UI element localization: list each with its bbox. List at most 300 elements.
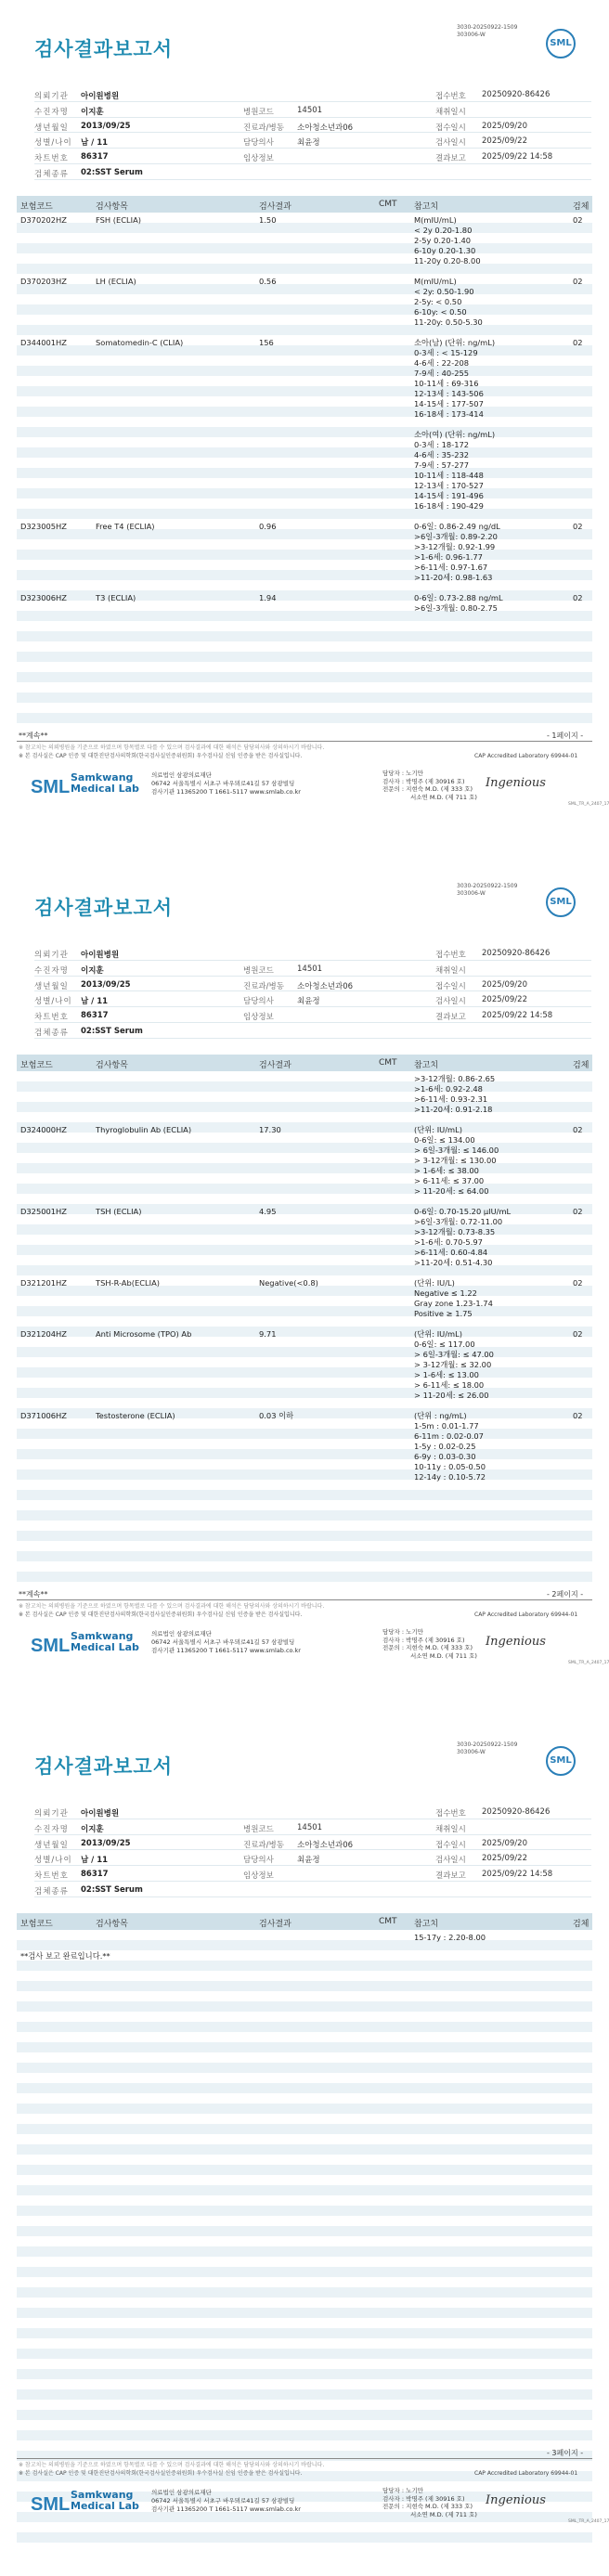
info-row — [34, 1882, 591, 1897]
footer-institution-line: 검사기관 11365200 T 1661-5117 www.smlab.co.kr — [151, 1647, 301, 1654]
table-stripe — [17, 2246, 592, 2257]
info-label-test-date: 검사일시 — [435, 1856, 466, 1866]
document-number-line: 303006-W — [457, 32, 486, 38]
table-stripe — [17, 1429, 592, 1439]
column-header: CMT — [379, 1917, 397, 1926]
info-value-receipt-date: 2025/09/20 — [482, 979, 527, 990]
info-value-institution: 아이원병원 — [81, 951, 120, 960]
specimen-code: 02 — [573, 338, 583, 347]
info-value-doctor: 최윤정 — [297, 138, 320, 149]
info-row — [34, 991, 591, 1007]
info-label-doctor: 담당의사 — [243, 138, 274, 149]
info-label-dept-ward: 진료과/병동 — [243, 1840, 284, 1850]
reference-range-line: 6-10y 0.20-1.30 — [414, 246, 476, 255]
svg-text:SML: SML — [31, 777, 71, 797]
column-header: 참고치 — [414, 1061, 439, 1070]
table-stripe — [17, 2001, 592, 2012]
info-row — [34, 118, 591, 134]
test-code: D321201HZ — [20, 1278, 67, 1288]
page-number: - 1페이지 - — [547, 731, 584, 740]
table-stripe — [17, 2104, 592, 2114]
reference-range-line: >11-20세: 0.51-4.30 — [414, 1258, 493, 1267]
info-value-test-date: 2025/09/22 — [482, 136, 527, 147]
table-stripe — [17, 325, 592, 335]
table-stripe — [17, 366, 592, 376]
footer-signer-line: 검사자 : 박명주 (제 30916 호) — [382, 2494, 465, 2503]
info-label-birth: 생년월일 — [34, 1840, 69, 1850]
info-label-chart-no: 차트번호 — [34, 154, 69, 164]
info-value-examinee: 이지훈 — [81, 107, 104, 117]
table-stripe — [17, 2042, 592, 2052]
footer-signer-line: 서소연 M.D. (제 711 호) — [410, 1651, 477, 1660]
test-result: 9.71 — [259, 1329, 277, 1339]
reference-range-line: 12-13세 : 170-527 — [414, 481, 484, 490]
info-label-chart-no: 차트번호 — [34, 1013, 69, 1023]
info-value-receipt-no: 20250920-86426 — [482, 90, 551, 99]
table-stripe — [17, 1531, 592, 1541]
info-value-receipt-date: 2025/09/20 — [482, 1838, 527, 1848]
info-label-sex-age: 성별/나이 — [34, 997, 72, 1007]
reference-range-line: 10-11y : 0.05-0.50 — [414, 1462, 486, 1471]
table-stripe — [17, 2512, 592, 2522]
test-code: D370202HZ — [20, 215, 67, 225]
reference-range-line: > 3-12개월: ≤ 130.00 — [414, 1156, 497, 1165]
footer-note: ※ 참고치는 의뢰병원을 기준으로 하였으며 항목별로 다를 수 있으며 검사결과에 대한 해석은 담당의사와 상의하시기 바랍니다. — [19, 1603, 325, 1610]
info-value-hospital-code: 14501 — [297, 105, 323, 115]
info-label-test-date: 검사일시 — [435, 138, 466, 149]
reference-range-line: 1-5y : 0.02-0.25 — [414, 1442, 476, 1451]
info-value-doctor: 최윤정 — [297, 1856, 320, 1866]
footer-signer-line: 검사자 : 박명주 (제 30916 호) — [382, 777, 465, 785]
table-stripe — [17, 672, 592, 682]
info-value-test-date: 2025/09/22 — [482, 1854, 527, 1864]
footer-signer-line: 담당자 : 노기만 — [382, 770, 423, 777]
column-header: 검사결과 — [259, 1920, 292, 1929]
table-stripe — [17, 1551, 592, 1561]
table-stripe — [17, 1081, 592, 1092]
reference-range-line: 12-13세 : 143-506 — [414, 389, 484, 398]
footer-note: ※ 참고치는 의뢰병원을 기준으로 하였으며 항목별로 다를 수 있으며 검사결과에 대한 해석은 담당의사와 상의하시기 바랍니다. — [19, 744, 325, 751]
table-stripe — [17, 570, 592, 580]
footer-notes — [19, 744, 324, 760]
info-row — [34, 1866, 591, 1882]
info-value-birth: 2013/09/25 — [81, 1838, 131, 1848]
test-item: LH (ECLIA) — [96, 277, 136, 286]
table-stripe — [17, 1981, 592, 1991]
info-value-chart-no: 86317 — [81, 1870, 109, 1880]
footer-notes — [19, 2461, 324, 2478]
form-code: SML_TR_A_2407_17 — [568, 2519, 609, 2524]
sml-logo-icon: SML — [546, 29, 576, 58]
specimen-code: 02 — [573, 277, 583, 286]
table-stripe — [17, 2022, 592, 2032]
footer-divider — [17, 2458, 592, 2459]
table-stripe — [17, 550, 592, 560]
table-stripe — [17, 2451, 592, 2461]
info-value-chart-no: 86317 — [81, 1011, 109, 1021]
test-item: FSH (ECLIA) — [96, 215, 142, 225]
info-label-birth: 생년월일 — [34, 981, 69, 991]
reference-range-line: 소아(여) (단위: ng/mL) — [414, 430, 496, 439]
reference-range-line: > 6-11세: ≤ 18.00 — [414, 1380, 485, 1390]
test-result: 17.30 — [259, 1125, 281, 1134]
info-value-chart-no: 86317 — [81, 152, 109, 162]
info-label-result-date: 결과보고 — [435, 154, 466, 164]
table-stripe — [17, 693, 592, 703]
footer-signer-line: 서소연 M.D. (제 711 호) — [410, 793, 477, 801]
reference-range-line: 2-5y: < 0.50 — [414, 297, 462, 306]
reference-range-line: >1-6세: 0.96-1.77 — [414, 552, 483, 562]
table-stripe — [17, 1224, 592, 1235]
info-value-specimen: 02:SST Serum — [81, 1027, 143, 1036]
footer-signer-line: 담당자 : 노기만 — [382, 1628, 423, 1636]
reference-range-line: 7-9세 : 57-277 — [414, 460, 470, 470]
info-label-receipt-date: 접수일시 — [435, 1840, 466, 1850]
table-stripe — [17, 1184, 592, 1194]
table-stripe — [17, 468, 592, 478]
footer-signer-line: 전문의 : 지현숙 M.D. (제 333 호) — [382, 1644, 473, 1651]
info-label-institution: 의뢰기관 — [34, 951, 69, 960]
reference-range-line: 0-3세 : < 15-129 — [414, 348, 478, 357]
reference-range-line: 0-6일: 0.73-2.88 ng/mL — [414, 593, 503, 602]
document-number — [457, 1741, 517, 1756]
test-code: D370203HZ — [20, 277, 67, 286]
info-label-specimen: 검체종류 — [34, 170, 69, 179]
table-stripe — [17, 1449, 592, 1459]
column-header: 검체 — [573, 1920, 590, 1929]
table-stripe — [17, 1572, 592, 1582]
info-value-institution: 아이원병원 — [81, 92, 120, 101]
info-value-birth: 2013/09/25 — [81, 121, 131, 131]
info-label-chart-no: 차트번호 — [34, 1871, 69, 1882]
footer-signer-line: 담당자 : 노기만 — [382, 2487, 423, 2494]
document-number — [457, 24, 517, 39]
page-number: - 3페이지 - — [547, 2449, 584, 2457]
patient-info — [34, 86, 591, 180]
document-number-line: 3030-20250922-1509 — [457, 1741, 518, 1748]
patient-info — [34, 945, 591, 1039]
info-label-examinee: 수진자명 — [34, 965, 69, 976]
specimen-code: 02 — [573, 1207, 583, 1216]
footer-note: ※ 본 검사실은 CAP 인증 및 대한진단검사의학회(한국검사실인증위원회) 우수검사실 신임 인증을 받은 검사실입니다. — [19, 2470, 303, 2477]
test-item: Thyroglobulin Ab (ECLIA) — [96, 1125, 192, 1134]
reference-range-line: 6-9y : 0.03-0.30 — [414, 1452, 476, 1461]
reference-range-line: >11-20세: 0.91-2.18 — [414, 1105, 493, 1114]
test-code: D325001HZ — [20, 1207, 67, 1216]
footer-signers — [382, 1628, 477, 1660]
info-row — [34, 149, 591, 164]
info-label-examinee: 수진자명 — [34, 1824, 69, 1834]
reference-range-line: >6일-3개월: 0.72-11.00 — [414, 1217, 503, 1226]
reference-range-line: 10-11세 : 69-316 — [414, 379, 479, 388]
reference-range-line: 11-20y: 0.50-5.30 — [414, 317, 483, 327]
footer-signer-line: 서소연 M.D. (제 711 호) — [410, 2510, 477, 2518]
patient-info — [34, 1804, 591, 1897]
table-stripe — [17, 1469, 592, 1480]
reference-range-line: >6일-3개월: 0.80-2.75 — [414, 603, 498, 613]
reference-range-line: >3-12개월: 0.73-8.35 — [414, 1227, 496, 1236]
footer-divider — [17, 741, 592, 742]
table-stripe — [17, 2349, 592, 2359]
info-label-hospital-code: 병원코드 — [243, 1824, 274, 1834]
test-result: 1.50 — [259, 215, 277, 225]
test-result: 156 — [259, 338, 274, 347]
report-title: 검사결과보고서 — [34, 38, 174, 60]
footer-institution — [151, 1630, 301, 1655]
test-result: 0.56 — [259, 277, 277, 286]
info-value-result-date: 2025/09/22 14:58 — [482, 152, 553, 162]
reference-range-line: M(mIU/mL) — [414, 277, 457, 286]
footer-signers — [382, 2487, 477, 2518]
footer-brand-line: Samkwang — [71, 2489, 134, 2501]
info-value-birth: 2013/09/25 — [81, 979, 131, 990]
info-value-test-date: 2025/09/22 — [482, 995, 527, 1005]
reference-range-line: > 1-6세: ≤ 13.00 — [414, 1370, 479, 1379]
info-row — [34, 1835, 591, 1851]
info-label-collect-date: 채취일시 — [435, 1824, 466, 1834]
footer-brand-line: Medical Lab — [71, 783, 139, 795]
table-stripe — [17, 509, 592, 519]
reference-range-line: >1-6세: 0.92-2.48 — [414, 1084, 483, 1094]
table-stripe — [17, 2410, 592, 2420]
info-label-doctor: 담당의사 — [243, 1856, 274, 1866]
specimen-code: 02 — [573, 1278, 583, 1288]
reference-range-line: > 1-6세: ≤ 38.00 — [414, 1166, 479, 1175]
info-value-hospital-code: 14501 — [297, 964, 323, 974]
info-label-receipt-date: 접수일시 — [435, 981, 466, 991]
reference-range-line: >6-11세: 0.60-4.84 — [414, 1248, 488, 1257]
footer-signers — [382, 770, 477, 801]
info-value-receipt-no: 20250920-86426 — [482, 949, 551, 958]
info-row — [34, 961, 591, 977]
sml-footer-logo-icon — [31, 775, 71, 797]
table-stripe — [17, 2532, 592, 2543]
footer-institution — [151, 2489, 301, 2514]
document-number-line: 3030-20250922-1509 — [457, 883, 518, 889]
info-label-receipt-no: 접수번호 — [435, 92, 466, 101]
table-stripe — [17, 652, 592, 662]
reference-range-line: 10-11세 : 118-448 — [414, 471, 484, 480]
test-result: 0.03 이하 — [259, 1411, 294, 1420]
info-value-result-date: 2025/09/22 14:58 — [482, 1870, 553, 1880]
info-row — [34, 1804, 591, 1819]
reference-range-line: 14-15세 : 177-507 — [414, 399, 484, 408]
info-value-result-date: 2025/09/22 14:58 — [482, 1011, 553, 1021]
test-code: D323005HZ — [20, 522, 67, 531]
footer-institution-line: 의료법인 삼광의료재단 — [151, 1630, 212, 1638]
footer-notes — [19, 1602, 324, 1619]
report-page — [0, 1717, 608, 2576]
footer-institution-line: 의료법인 삼광의료재단 — [151, 2489, 212, 2496]
reference-range-line: (단위: IU/L) — [414, 1278, 455, 1288]
reference-range-line: (단위: IU/mL) — [414, 1125, 462, 1134]
reference-range-line: >6일-3개월: 0.89-2.20 — [414, 532, 498, 541]
info-row — [34, 1819, 591, 1835]
table-stripe — [17, 407, 592, 417]
table-header — [17, 196, 592, 213]
test-code: D324000HZ — [20, 1125, 67, 1134]
table-stripe — [17, 2308, 592, 2318]
info-value-sex-age: 남 / 11 — [81, 997, 109, 1007]
table-stripe — [17, 1940, 592, 1950]
info-value-dept-ward: 소아청소년과06 — [297, 1840, 354, 1850]
info-label-result-date: 결과보고 — [435, 1013, 466, 1023]
test-item: Somatomedin-C (CLIA) — [96, 338, 184, 347]
info-row — [34, 1023, 591, 1039]
table-stripe — [17, 611, 592, 621]
info-label-result-date: 결과보고 — [435, 1871, 466, 1882]
test-item: TSH-R-Ab(ECLIA) — [96, 1278, 161, 1288]
info-label-institution: 의뢰기관 — [34, 1809, 69, 1819]
specimen-code: 02 — [573, 1411, 583, 1420]
table-stripe — [17, 386, 592, 396]
info-value-examinee: 이지훈 — [81, 965, 104, 976]
column-header: 검사결과 — [259, 202, 292, 212]
test-item: Anti Microsome (TPO) Ab — [96, 1329, 192, 1339]
reference-range-line: (단위 : ng/mL) — [414, 1411, 467, 1420]
table-stripe — [17, 243, 592, 253]
form-code: SML_TR_A_2407_17 — [568, 1661, 609, 1665]
reference-range-line: 6-11m : 0.02-0.07 — [414, 1431, 484, 1441]
test-result: Negative(<0.8) — [259, 1278, 318, 1288]
info-label-specimen: 검체종류 — [34, 1029, 69, 1038]
test-result: 1.94 — [259, 593, 277, 602]
reference-range-line: > 6일-3개월: ≤ 47.00 — [414, 1350, 494, 1359]
column-header: 보험코드 — [20, 1061, 53, 1070]
reference-range-line: >1-6세: 0.70-5.97 — [414, 1237, 483, 1247]
info-row — [34, 133, 591, 149]
footer-signer-line: 전문의 : 지현숙 M.D. (제 333 호) — [382, 785, 473, 793]
report-complete-text: **검사 보고 완료입니다.** — [20, 1951, 110, 1961]
reference-range-line: (단위: IU/mL) — [414, 1329, 462, 1339]
table-stripe — [17, 2063, 592, 2073]
footer-signer-line: 전문의 : 지현숙 M.D. (제 333 호) — [382, 2503, 473, 2510]
test-item: T3 (ECLIA) — [96, 593, 136, 602]
reference-range-line: > 6-11세: ≤ 37.00 — [414, 1176, 485, 1185]
reference-range-line: > 11-20세: ≤ 64.00 — [414, 1186, 489, 1196]
table-stripe — [17, 1347, 592, 1357]
reference-range-line: >3-12개월: 0.92-1.99 — [414, 542, 496, 551]
table-stripe — [17, 2124, 592, 2134]
reference-range-line: 소아(남) (단위: ng/mL) — [414, 338, 496, 347]
reference-range-line: 4-6세 : 22-208 — [414, 358, 470, 368]
reference-range-line: 14-15세 : 191-496 — [414, 491, 484, 500]
table-stripe — [17, 631, 592, 641]
table-stripe — [17, 427, 592, 437]
info-label-collect-date: 채취일시 — [435, 107, 466, 117]
footer-institution-line: 의료법인 삼광의료재단 — [151, 771, 212, 779]
info-value-dept-ward: 소아청소년과06 — [297, 981, 354, 991]
footer-brand — [71, 772, 139, 795]
reference-range-line: 12-14y : 0.10-5.72 — [414, 1472, 486, 1482]
info-label-birth: 생년월일 — [34, 123, 69, 133]
test-code: D323006HZ — [20, 593, 67, 602]
table-stripe — [17, 2430, 592, 2440]
column-header: 보험코드 — [20, 202, 53, 212]
info-label-receipt-no: 접수번호 — [435, 951, 466, 960]
table-stripe — [17, 1961, 592, 1971]
info-value-examinee: 이지훈 — [81, 1824, 104, 1834]
reference-range-line: 0-6일: ≤ 117.00 — [414, 1340, 475, 1349]
report-title: 검사결과보고서 — [34, 897, 174, 919]
table-stripe — [17, 2287, 592, 2298]
table-stripe — [17, 304, 592, 315]
info-label-institution: 의뢰기관 — [34, 92, 69, 101]
column-header: 검체 — [573, 202, 590, 212]
info-label-dept-ward: 진료과/병동 — [243, 123, 284, 133]
reference-range-line: >6-11세: 0.93-2.31 — [414, 1094, 488, 1104]
footer-institution-line: 06742 서울특별시 서초구 바우뫼로41길 57 삼광빌딩 — [151, 1638, 295, 1646]
footer-note: ※ 참고치는 의뢰병원을 기준으로 하였으며 항목별로 다를 수 있으며 검사결과에 대한 해석은 담당의사와 상의하시기 바랍니다. — [19, 2462, 325, 2468]
footer-brand-line: Samkwang — [71, 771, 134, 783]
info-row — [34, 86, 591, 102]
test-code: D344001HZ — [20, 338, 67, 347]
column-header: 검사항목 — [96, 202, 128, 212]
footer-brand-line: Medical Lab — [71, 1641, 139, 1653]
reference-range-line: >11-20세: 0.98-1.63 — [414, 573, 493, 582]
sml-footer-logo-icon — [31, 2492, 71, 2515]
table-stripe — [17, 488, 592, 498]
table-stripe — [17, 713, 592, 723]
column-header: 검체 — [573, 1061, 590, 1070]
report-page — [0, 0, 608, 859]
specimen-code: 02 — [573, 1329, 583, 1339]
info-row — [34, 102, 591, 118]
footer-note: ※ 본 검사실은 CAP 인증 및 대한진단검사의학회(한국검사실인증위원회) 우수검사실 신임 인증을 받은 검사실입니다. — [19, 753, 303, 759]
table-stripe — [17, 264, 592, 274]
reference-range-line: > 6일-3개월: ≤ 146.00 — [414, 1146, 499, 1155]
reference-range-line: < 2y 0.20-1.80 — [414, 226, 473, 235]
table-stripe — [17, 2226, 592, 2236]
document-number — [457, 883, 517, 898]
footer-institution-line: 검사기관 11365200 T 1661-5117 www.smlab.co.kr — [151, 788, 301, 796]
info-row — [34, 977, 591, 992]
table-stripe — [17, 447, 592, 458]
column-header: CMT — [379, 1058, 397, 1068]
specimen-code: 02 — [573, 593, 583, 602]
info-value-receipt-no: 20250920-86426 — [482, 1807, 551, 1817]
sml-logo-icon: SML — [546, 887, 576, 917]
table-stripe — [17, 1245, 592, 1255]
test-code: D371006HZ — [20, 1411, 67, 1420]
reference-range-line: Positive ≥ 1.75 — [414, 1309, 473, 1318]
test-result: 0.96 — [259, 522, 277, 531]
document-number-line: 303006-W — [457, 890, 486, 897]
footer-brand-line: Samkwang — [71, 1630, 134, 1642]
document-number-line: 303006-W — [457, 1749, 486, 1755]
info-value-doctor: 최윤정 — [297, 997, 320, 1007]
continue-text: **계속** — [19, 731, 48, 740]
table-stripe — [17, 1265, 592, 1275]
column-header: 검사결과 — [259, 1061, 292, 1070]
table-stripe — [17, 1143, 592, 1153]
table-stripe — [17, 2083, 592, 2093]
report-page — [0, 859, 608, 1717]
info-label-clinical-info: 임상정보 — [243, 154, 274, 164]
info-value-sex-age: 남 / 11 — [81, 138, 109, 149]
table-stripe — [17, 2165, 592, 2175]
table-stripe — [17, 2389, 592, 2400]
table-stripe — [17, 1306, 592, 1316]
info-label-specimen: 검체종류 — [34, 1887, 69, 1896]
test-result: 4.95 — [259, 1207, 277, 1216]
info-value-receipt-date: 2025/09/20 — [482, 121, 527, 131]
footer-institution — [151, 771, 301, 796]
table-stripe — [17, 1388, 592, 1398]
info-value-sex-age: 남 / 11 — [81, 1856, 109, 1866]
reference-range-line: > 11-20세: ≤ 26.00 — [414, 1391, 489, 1400]
reference-range-line: 15-17y : 2.20-8.00 — [414, 1933, 486, 1942]
